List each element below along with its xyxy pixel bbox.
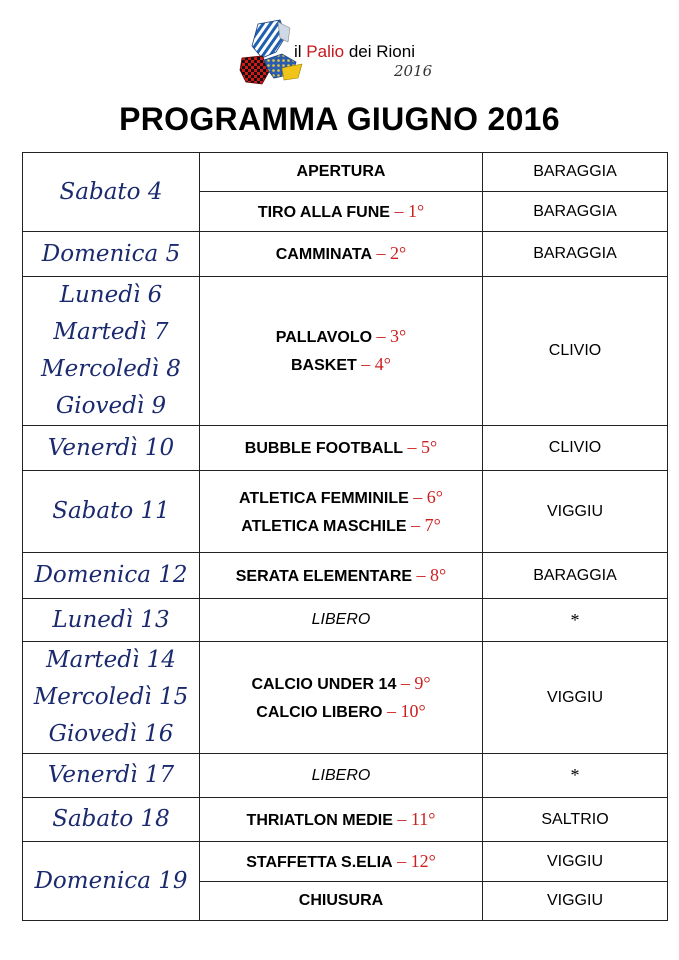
event-number: – 8°	[412, 564, 447, 585]
location-cell: VIGGIU	[483, 842, 668, 882]
location-cell: *	[483, 754, 668, 798]
table-row	[23, 754, 668, 798]
day-cell	[23, 553, 200, 599]
event-cell	[200, 192, 483, 232]
day-label: Sabato 11	[52, 498, 170, 524]
day-cell	[23, 277, 200, 426]
logo-palio-word: Palio	[306, 42, 345, 61]
day-label: Venerdì 17	[47, 762, 175, 788]
event-cell	[200, 798, 483, 842]
event-name: PALLAVOLO – 3°	[275, 326, 407, 346]
event-cell	[200, 553, 483, 599]
location-cell: CLIVIO	[483, 277, 668, 426]
event-number: – 10°	[382, 700, 426, 721]
event-cell	[200, 426, 483, 471]
event-name: CALCIO LIBERO – 10°	[256, 700, 426, 721]
event-name: BASKET – 4°	[291, 354, 391, 374]
event-cell	[200, 232, 483, 277]
event-number: – 11°	[392, 808, 436, 829]
location-cell: *	[483, 599, 668, 642]
event-name: ATLETICA MASCHILE – 7°	[241, 514, 441, 535]
event-cell	[200, 842, 483, 882]
event-name: CAMMINATA – 2°	[275, 243, 407, 263]
event-name: TIRO ALLA FUNE – 1°	[257, 200, 425, 221]
palio-logo	[236, 18, 466, 90]
location-cell: CLIVIO	[483, 426, 668, 471]
day-cell	[23, 798, 200, 842]
day-label: Mercoledì 15	[33, 684, 189, 710]
event-cell	[200, 277, 483, 426]
table-row	[23, 642, 668, 754]
day-label: Martedì 7	[53, 319, 169, 345]
event-number: – 1°	[389, 200, 425, 221]
day-label: Sabato 18	[52, 806, 170, 832]
table-row	[23, 153, 668, 192]
table-row	[23, 277, 668, 426]
location-cell: BARAGGIA	[483, 192, 668, 232]
day-label: Giovedì 16	[48, 721, 174, 747]
day-cell	[23, 471, 200, 553]
location-cell: BARAGGIA	[483, 553, 668, 599]
day-label: Domenica 19	[34, 867, 188, 894]
day-cell	[23, 599, 200, 642]
event-number: – 12°	[392, 850, 436, 871]
day-label: Martedì 14	[46, 647, 176, 673]
event-number: – 5°	[403, 437, 438, 457]
day-label: Mercoledì 8	[41, 356, 181, 382]
location-cell: VIGGIU	[483, 471, 668, 553]
event-number: – 9°	[396, 672, 431, 693]
location-cell: BARAGGIA	[483, 232, 668, 277]
location-cell: VIGGIU	[483, 882, 668, 921]
location-cell: SALTRIO	[483, 798, 668, 842]
location-cell: VIGGIU	[483, 642, 668, 754]
table-row	[23, 842, 668, 882]
day-label: Domenica 5	[41, 240, 181, 267]
day-cell	[23, 754, 200, 798]
logo-text: il Palio dei Rioni	[294, 42, 415, 61]
event-cell	[200, 599, 483, 642]
day-label: Lunedì 6	[59, 282, 163, 308]
event-cell	[200, 153, 483, 192]
table-row	[23, 426, 668, 471]
schedule-table	[22, 152, 668, 921]
location-cell: BARAGGIA	[483, 153, 668, 192]
event-name: STAFFETTA S.ELIA – 12°	[246, 850, 436, 871]
event-number: – 3°	[372, 326, 407, 346]
event-name: LIBERO	[311, 611, 371, 628]
event-number: – 4°	[356, 354, 391, 374]
event-name: ATLETICA FEMMINILE – 6°	[239, 486, 443, 507]
day-cell	[23, 153, 200, 232]
table-row	[23, 553, 668, 599]
table-row	[23, 798, 668, 842]
event-number: – 6°	[408, 486, 443, 507]
logo-year: 2016	[394, 62, 433, 80]
event-cell	[200, 642, 483, 754]
day-label: Venerdì 10	[47, 434, 175, 461]
event-name: LIBERO	[311, 766, 371, 784]
day-label: Lunedì 13	[52, 606, 170, 633]
event-cell	[200, 882, 483, 921]
event-name: CHIUSURA	[298, 892, 384, 909]
event-name: CALCIO UNDER 14 – 9°	[251, 672, 431, 693]
event-name: SERATA ELEMENTARE – 8°	[235, 564, 447, 585]
event-name: BUBBLE FOOTBALL – 5°	[244, 437, 438, 457]
event-cell	[200, 471, 483, 553]
day-cell	[23, 842, 200, 921]
event-number: – 7°	[406, 514, 441, 535]
day-cell	[23, 426, 200, 471]
table-row	[23, 599, 668, 642]
event-name: APERTURA	[296, 163, 386, 180]
day-cell	[23, 232, 200, 277]
page-title: PROGRAMMA GIUGNO 2016	[119, 101, 560, 137]
day-label: Giovedì 9	[55, 393, 167, 419]
event-cell	[200, 754, 483, 798]
table-row	[23, 232, 668, 277]
day-label: Domenica 12	[34, 562, 188, 588]
day-cell	[23, 642, 200, 754]
table-row	[23, 471, 668, 553]
event-number: – 2°	[372, 243, 407, 263]
event-name: THRIATLON MEDIE – 11°	[246, 808, 436, 829]
day-label: Sabato 4	[59, 178, 163, 205]
